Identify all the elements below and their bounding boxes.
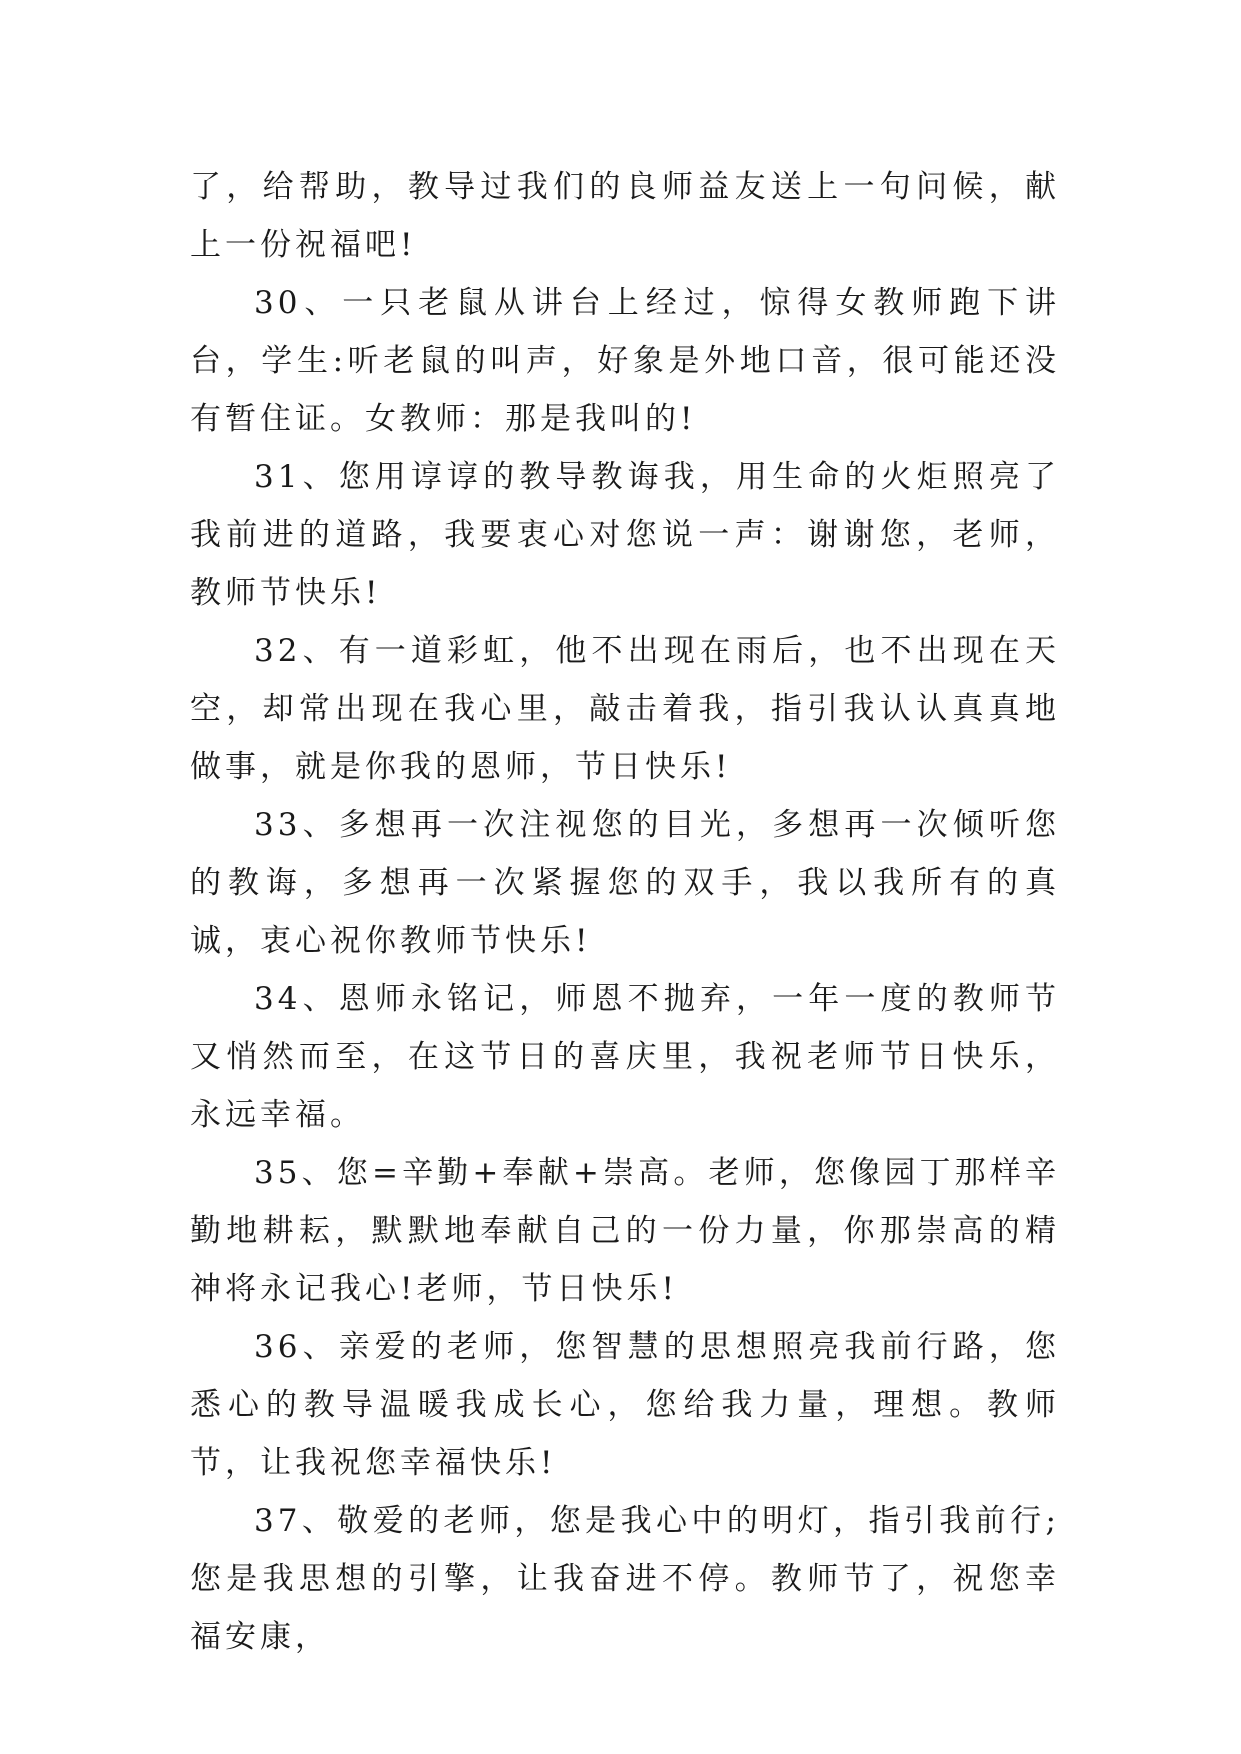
paragraph-33: 33、多想再一次注视您的目光，多想再一次倾听您的教诲，多想再一次紧握您的双手，我以我所有的真诚，衷心祝你教师节快乐! bbox=[190, 807, 1060, 959]
paragraph-32: 32、有一道彩虹，他不出现在雨后，也不出现在天空，却常出现在我心里，敲击着我，指引我认认真真地做事，就是你我的恩师，节日快乐! bbox=[190, 633, 1060, 785]
body-text bbox=[190, 158, 1060, 1666]
paragraph-37: 37、敬爱的老师，您是我心中的明灯，指引我前行;您是我思想的引擎，让我奋进不停。教师节了，祝您幸福安康， bbox=[190, 1503, 1060, 1655]
paragraph-34: 34、恩师永铭记，师恩不抛弃，一年一度的教师节又悄然而至，在这节日的喜庆里，我祝老师节日快乐，永远幸福。 bbox=[190, 981, 1060, 1133]
paragraph-35: 35、您=辛勤+奉献+崇高。老师，您像园丁那样辛勤地耕耘，默默地奉献自己的一份力量，你那崇高的精神将永记我心!老师，节日快乐! bbox=[190, 1155, 1060, 1307]
paragraph-30: 30、一只老鼠从讲台上经过，惊得女教师跑下讲台，学生:听老鼠的叫声，好象是外地口音，很可能还没有暂住证。女教师：那是我叫的! bbox=[190, 285, 1060, 437]
paragraph-continuation: 了，给帮助，教导过我们的良师益友送上一句问候，献上一份祝福吧! bbox=[190, 169, 1060, 263]
paragraph-36: 36、亲爱的老师，您智慧的思想照亮我前行路，您悉心的教导温暖我成长心，您给我力量，理想。教师节，让我祝您幸福快乐! bbox=[190, 1329, 1060, 1481]
paragraph-31: 31、您用谆谆的教导教诲我，用生命的火炬照亮了我前进的道路，我要衷心对您说一声：谢谢您，老师，教师节快乐! bbox=[190, 459, 1060, 611]
